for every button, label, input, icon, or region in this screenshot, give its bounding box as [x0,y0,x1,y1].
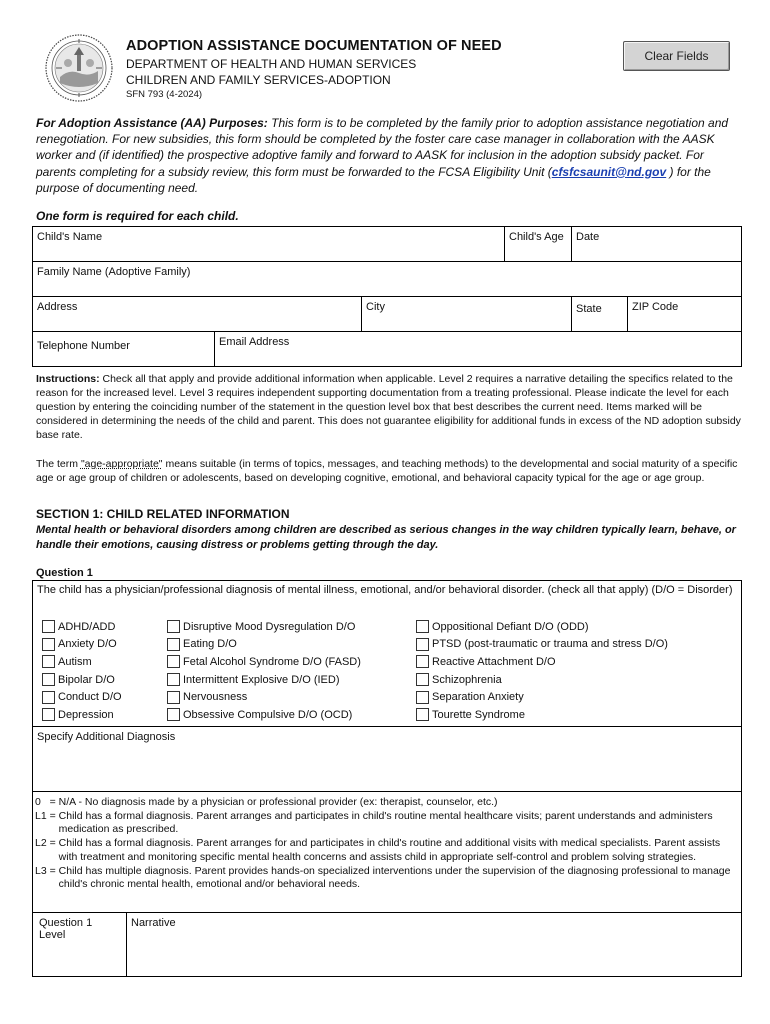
form-header [0,0,770,110]
diagnosis-option[interactable] [416,636,668,654]
diagnosis-label: PTSD (post-traumatic or trauma and stress D/O) [432,638,668,651]
date-label: Date [576,231,600,243]
purpose-body-1: This form is to be completed by the family prior to adoption assistance negotiation and renegotiation. For new subsidies, this form should be completed by the foster care case manager in collaboration with the AASK worker and (if identified) the prospective adoptive family and forward to AASK for inclusion in the adoption subsidy packet. For parents completing for a subsidy review, this form must be forwarded to the FCSA Eligibility Unit ( [36,116,729,179]
diagnosis-option[interactable] [416,653,668,671]
checkbox[interactable] [416,708,429,721]
term-prefix: The term [36,458,81,470]
question-1-level-label: Question 1 Level [39,917,93,941]
narrative-label: Narrative [131,917,176,929]
checkbox[interactable] [42,638,55,651]
grid-row-2 [33,262,741,297]
checkbox[interactable] [42,620,55,633]
grid-row-3 [33,297,741,332]
question-1-level-narrative-row [33,912,741,976]
grid-row-1 [33,227,741,262]
level-definition [35,796,739,810]
email-address-field[interactable] [215,332,741,366]
diagnosis-label: Obsessive Compulsive D/O (OCD) [183,708,353,721]
diagnosis-label: Oppositional Defiant D/O (ODD) [432,620,589,633]
state-label: State [576,303,602,315]
clear-fields-button[interactable]: Clear Fields [623,41,730,71]
diagnosis-label: Depression [58,708,114,721]
diagnosis-option[interactable] [42,706,122,724]
diagnosis-option[interactable] [416,671,668,689]
childs-name-label: Child's Name [37,231,103,243]
checkbox[interactable] [42,673,55,686]
level-text: Child has a formal diagnosis. Parent arranges and participates in child's routine mental healthcare visits; parent understands and administers medication as prescribed. [58,809,713,836]
diagnosis-label: Bipolar D/O [58,673,115,686]
childs-name-field[interactable] [33,227,505,261]
level-key: 0 = [35,796,59,808]
diagnosis-label: Autism [58,655,92,668]
level-definition [35,865,739,892]
city-label: City [366,301,385,313]
email-address-label: Email Address [219,336,290,348]
level-definition [35,837,739,864]
diagnosis-option[interactable] [416,706,668,724]
level-key: L3 = [35,864,59,877]
term-word: "age-appropriate" [80,458,163,470]
diagnosis-label: Conduct D/O [58,691,122,704]
narrative-field[interactable] [131,917,176,929]
diagnosis-option[interactable] [42,636,122,654]
child-info-grid [32,226,742,367]
diagnosis-label: Nervousness [183,691,248,704]
instructions-text: Check all that apply and provide additional information when applicable. Level 2 requires a narrative detailing the specifics related to the reason for the increased level. Level 3 requires independent supporting documentation from a treating professional. Please indicate the level for each question by entering the coinciding number of the statement in the question level box that best describes the current need. Items marked will be considered in determining the needs of the child and parent. This does not guarantee eligibility for additional funds in excess of the ND adoption subsidy base rate. [36,373,741,441]
grid-row-4 [33,332,741,366]
checkbox[interactable] [42,691,55,704]
checkbox[interactable] [416,620,429,633]
family-name-label: Family Name (Adoptive Family) [37,266,191,278]
diagnosis-column-3 [416,618,668,724]
level-text: N/A - No diagnosis made by a physician or professional provider (ex: therapist, counselor, etc.) [58,796,498,808]
checkbox[interactable] [416,638,429,651]
specify-additional-diagnosis-field[interactable] [33,726,741,792]
checkbox[interactable] [167,620,180,633]
checkbox[interactable] [42,655,55,668]
instructions-label: Instructions: [36,373,100,385]
question-1-label: Question 1 [36,567,93,579]
diagnosis-option[interactable] [42,653,122,671]
section-1-title: SECTION 1: CHILD RELATED INFORMATION [36,507,290,521]
level-key: L1 = [35,809,59,822]
diagnosis-option[interactable] [42,671,122,689]
diagnosis-option[interactable] [416,688,668,706]
question-1-box [32,580,742,977]
family-name-field[interactable] [33,262,741,296]
diagnosis-option[interactable] [42,618,122,636]
telephone-field[interactable] [33,332,215,366]
level-definitions [35,796,739,892]
diagnosis-column-2 [167,618,361,724]
term-text: means suitable (in terms of topics, messages, and teaching methods) to the developmental and social maturity of a specific age or age group of children or adolescents, based on developing cognitive, emotional, and behavioral capacity typical for the age or age group. [36,458,738,484]
division-name: CHILDREN AND FAMILY SERVICES-ADOPTION [126,73,391,87]
diagnosis-label: Schizophrenia [432,673,502,686]
question-1-level-field[interactable] [33,913,127,976]
specify-additional-diagnosis-label: Specify Additional Diagnosis [37,731,176,743]
checkbox[interactable] [167,638,180,651]
diagnosis-label: Anxiety D/O [58,638,117,651]
diagnosis-label: Intermittent Explosive D/O (IED) [183,673,340,686]
diagnosis-label: ADHD/ADD [58,620,116,633]
checkbox[interactable] [416,691,429,704]
form-number: SFN 793 (4-2024) [126,89,203,100]
diagnosis-option[interactable] [416,618,668,636]
checkbox[interactable] [167,655,180,668]
checkbox[interactable] [167,673,180,686]
diagnosis-option[interactable] [167,618,361,636]
purpose-lead: For Adoption Assistance (AA) Purposes: [36,116,268,130]
question-1-text: The child has a physician/professional diagnosis of mental illness, emotional, and/or behavioral disorder. (check all that apply) (D/O = Disorder) [37,584,733,596]
address-label: Address [37,301,78,313]
level-text: Child has a formal diagnosis. Parent arranges for and participates in child's routine and additional visits with medical specialists. Parent assists with treatment and monitoring specific mental health concerns and assists child in appropriate self-control and problem solving strategies. [58,837,721,863]
zip-code-field[interactable] [628,297,741,331]
fcsa-email-link[interactable]: cfsfcsaunit@nd.gov [551,164,667,179]
purpose-body-2: ) for the purpose of documenting need. [36,164,711,195]
diagnosis-option[interactable] [167,706,361,724]
level-key: L2 = [35,837,59,850]
diagnosis-label: Disruptive Mood Dysregulation D/O [183,620,356,633]
level-definition [35,810,739,837]
state-seal-icon [44,33,114,103]
purpose-paragraph [36,115,742,196]
diagnosis-option[interactable] [167,653,361,671]
age-appropriate-definition [36,457,742,485]
diagnosis-option[interactable] [42,688,122,706]
diagnosis-label: Eating D/O [183,638,237,651]
address-field[interactable] [33,297,362,331]
diagnosis-option[interactable] [167,636,361,654]
diagnosis-option[interactable] [167,688,361,706]
checkbox[interactable] [416,673,429,686]
form-title: ADOPTION ASSISTANCE DOCUMENTATION OF NEED [126,38,502,54]
checkbox[interactable] [416,655,429,668]
level-text: Child has multiple diagnosis. Parent provides hands-on specialized interventions under the supervision of the diagnosing professional to manage child's chronic mental health, emotional and/or behavioral needs. [58,864,731,891]
checkbox[interactable] [167,708,180,721]
one-form-note: One form is required for each child. [36,209,239,223]
diagnosis-option[interactable] [167,671,361,689]
checkbox[interactable] [42,708,55,721]
department-name: DEPARTMENT OF HEALTH AND HUMAN SERVICES [126,57,417,71]
childs-age-field[interactable] [505,227,572,261]
section-1-subtitle: Mental health or behavioral disorders among children are described as serious changes in the way children typically learn, behave, or handle their emotions, causing distress or problems getting through the day. [36,524,736,551]
instructions-paragraph [36,372,742,442]
diagnosis-label: Fetal Alcohol Syndrome D/O (FASD) [183,655,361,668]
state-field[interactable] [572,297,628,331]
diagnosis-column-1 [42,618,122,724]
diagnosis-label: Tourette Syndrome [432,708,525,721]
city-field[interactable] [362,297,572,331]
childs-age-label: Child's Age [509,231,564,243]
checkbox[interactable] [167,691,180,704]
zip-code-label: ZIP Code [632,301,679,313]
telephone-label: Telephone Number [37,340,130,352]
date-field[interactable] [572,227,741,261]
diagnosis-label: Reactive Attachment D/O [432,655,556,668]
diagnosis-label: Separation Anxiety [432,691,524,704]
